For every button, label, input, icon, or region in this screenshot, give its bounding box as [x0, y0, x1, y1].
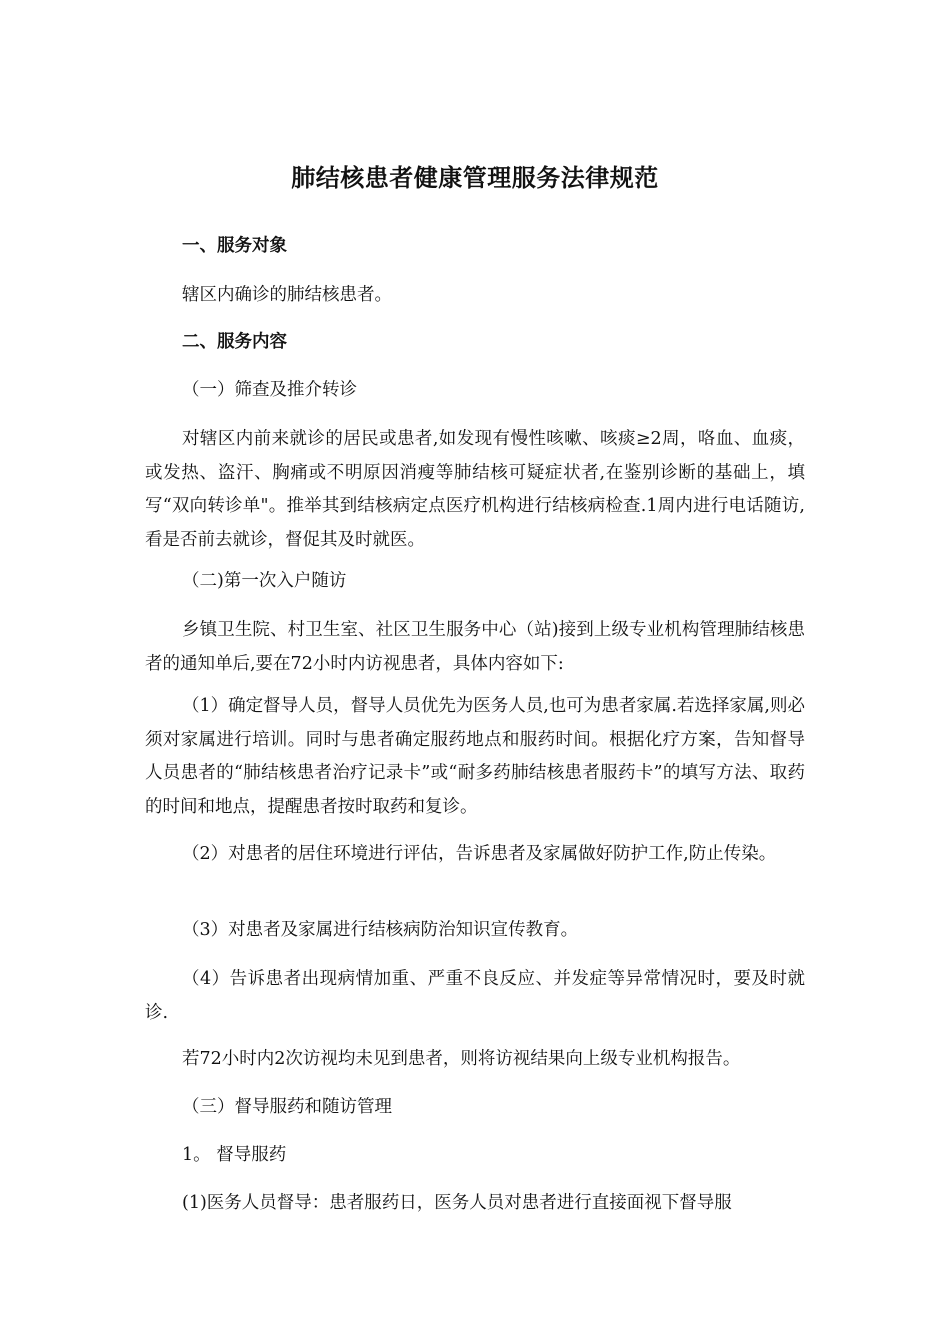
subsection-heading-supervised-medication: （三）督导服药和随访管理: [182, 1097, 392, 1117]
visit-item-4: （4）告诉患者出现病情加重、严重不良反应、并发症等异常情况时，要及时就诊.: [145, 969, 805, 1023]
screening-paragraph: 对辖区内前来就诊的居民或患者,如发现有慢性咳嗽、咳痰≥2周，咯血、血痰，或发热、盗汗、胸痛或不明原因消瘦等肺结核可疑症状者,在鉴别诊断的基础上，填写“双向转诊单"。推举其到结核病定点医疗机构进行结核病检查.1周内进行电话随访,看是否前去就诊，督促其及时就医。: [145, 429, 805, 550]
visit-item-1: （1）确定督导人员，督导人员优先为医务人员,也可为患者家属.若选择家属,则必须对家属进行培训。同时与患者确定服药地点和服药时间。根据化疗方案，告知督导人员患者的“肺结核患者治疗记录卡”或“耐多药肺结核患者服药卡”的填写方法、取药的时间和地点，提醒患者按时取药和复诊。: [145, 696, 805, 817]
section-heading-service-content: 二、服务内容: [182, 332, 287, 352]
visit-report-note: 若72小时内2次访视均未见到患者，则将访视结果向上级专业机构报告。: [182, 1049, 741, 1069]
first-visit-paragraph: 乡镇卫生院、村卫生室、社区卫生服务中心（站)接到上级专业机构管理肺结核患者的通知单后,要在72小时内访视患者，具体内容如下:: [145, 620, 805, 674]
subsection-heading-screening: （一）筛查及推介转诊: [182, 380, 357, 400]
visit-item-2: （2）对患者的居住环境进行评估，告诉患者及家属做好防护工作,防止传染。: [182, 844, 777, 864]
document-title: 肺结核患者健康管理服务法律规范: [291, 164, 659, 192]
subsection-heading-first-visit: （二)第一次入户随访: [182, 571, 347, 591]
section-heading-service-target: 一、服务对象: [182, 236, 287, 256]
service-target-text: 辖区内确诊的肺结核患者。: [182, 285, 392, 305]
visit-item-3: （3）对患者及家属进行结核病防治知识宣传教育。: [182, 920, 579, 940]
medical-staff-supervision-text: (1)医务人员督导：患者服药日，医务人员对患者进行直接面视下督导服: [182, 1193, 732, 1213]
point-heading-supervised-medication: 1。 督导服药: [182, 1145, 287, 1165]
